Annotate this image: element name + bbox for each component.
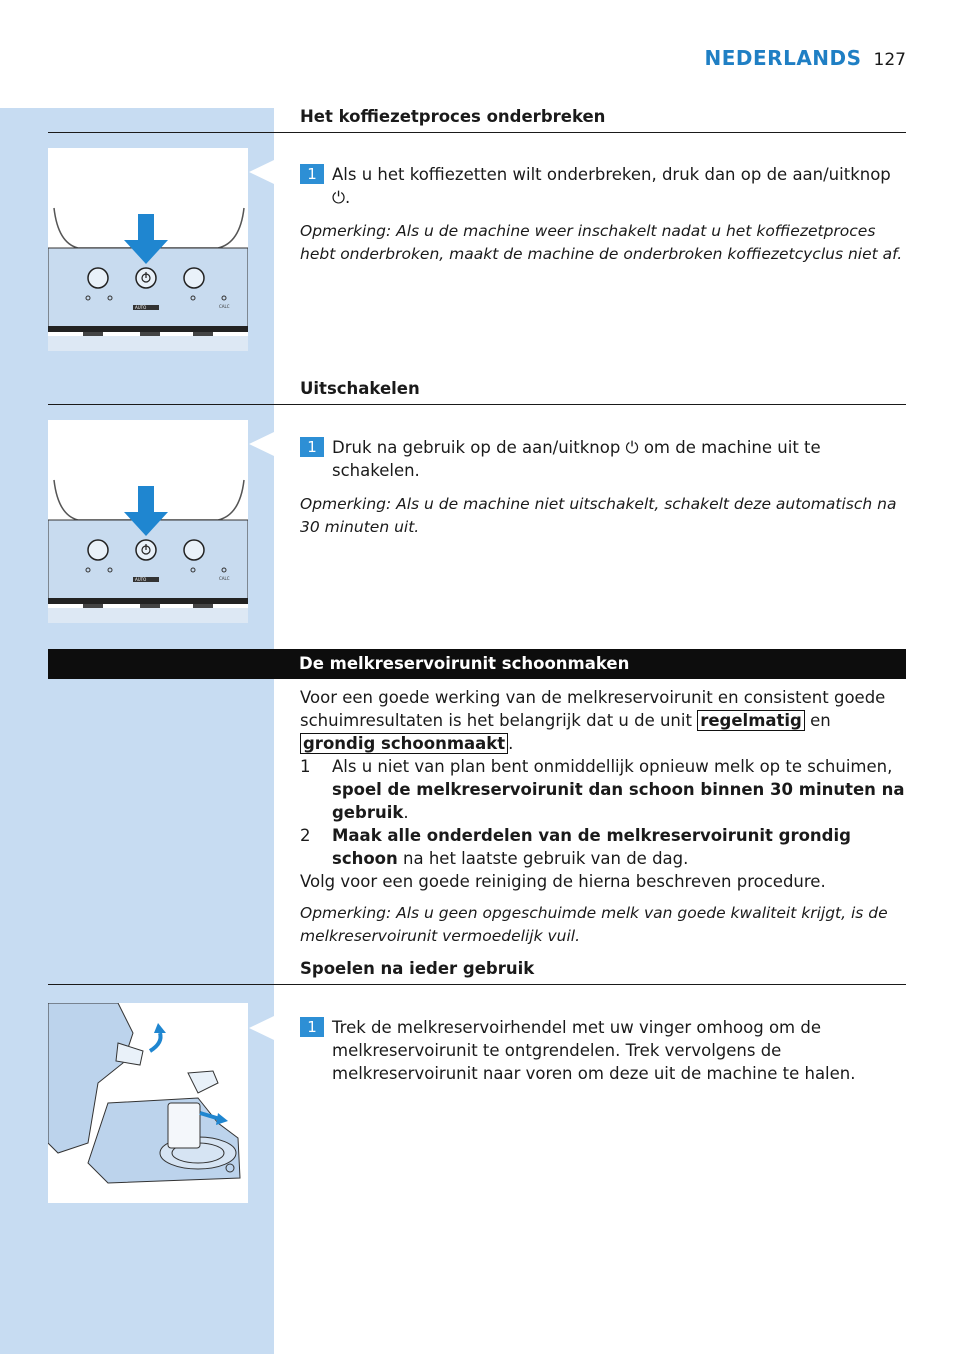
figure-pointer bbox=[249, 432, 274, 456]
list-text: na het laatste gebruik van de dag. bbox=[397, 849, 689, 868]
figure-control-panel-2 bbox=[48, 420, 248, 623]
step-number-badge: 1 bbox=[300, 1017, 324, 1037]
figure-milk-unit-removal bbox=[48, 1003, 248, 1203]
list-bold-text: spoel de melkreservoirunit dan schoon binnen 30 minuten na gebruik bbox=[332, 780, 905, 822]
note-switch-off: Opmerking: Als u de machine niet uitschakelt, schakelt deze automatisch na 30 minuten uit. bbox=[300, 495, 897, 536]
page-number: 127 bbox=[873, 50, 906, 70]
section-title-switch-off: Uitschakelen bbox=[300, 379, 420, 398]
list-text: . bbox=[403, 803, 409, 822]
step-text: Trek de melkreservoirhendel met uw vinger omhoog om de melkreservoirunit te ontgrendelen. Trek vervolgens de melkreservoirunit naar voren om deze uit de machine te halen. bbox=[332, 1018, 856, 1083]
milk-unit-removal-illustration bbox=[48, 1003, 248, 1203]
list-bold-text: Maak alle onderdelen van de melkreservoirunit grondig schoon bbox=[332, 826, 851, 868]
milk-clean-follow: Volg voor een goede reiniging de hierna beschreven procedure. bbox=[300, 872, 826, 891]
list-item bbox=[300, 755, 906, 824]
step-text: Druk na gebruik op de aan/uitknop ⏻ om de machine uit te schakelen. bbox=[332, 438, 821, 480]
aroma-label: AUTO bbox=[135, 577, 147, 582]
section-rule bbox=[48, 132, 906, 133]
section-rule bbox=[48, 404, 906, 405]
milk-clean-list bbox=[300, 755, 906, 870]
section-bar-milk-clean bbox=[48, 649, 906, 679]
intro-text: . bbox=[508, 734, 514, 753]
section-title-milk-clean: De melkreservoirunit schoonmaken bbox=[299, 654, 630, 673]
step-switch-off bbox=[300, 436, 906, 482]
milk-clean-intro bbox=[300, 686, 906, 755]
language-label: NEDERLANDS bbox=[704, 46, 862, 70]
intro-text: en bbox=[804, 711, 831, 730]
step-rinse bbox=[300, 1016, 906, 1085]
section-title-interrupt: Het koffiezetproces onderbreken bbox=[300, 107, 606, 126]
figure-pointer bbox=[249, 1016, 274, 1040]
list-item bbox=[300, 824, 906, 870]
step-text: Als u het koffiezetten wilt onderbreken, druk dan op de aan/uitknop ⏻. bbox=[332, 165, 891, 207]
list-number: 2 bbox=[300, 826, 311, 845]
figure-control-panel-1 bbox=[48, 148, 248, 351]
list-text: Als u niet van plan bent onmiddellijk opnieuw melk op te schuimen, bbox=[332, 757, 893, 776]
figure-pointer bbox=[249, 160, 274, 184]
calc-label: CALC bbox=[219, 576, 230, 581]
section-rule bbox=[48, 984, 906, 985]
note-interrupt: Opmerking: Als u de machine weer inschakelt nadat u het koffiezetproces hebt onderbroken, maakt de machine de onderbroken koffiezetcyclus niet af. bbox=[300, 222, 903, 263]
machine-control-panel-illustration bbox=[48, 420, 248, 623]
page-header bbox=[705, 46, 906, 70]
intro-text: Voor een goede werking van de melkreservoirunit en consistent goede schuimresultaten is het belangrijk dat u de unit bbox=[300, 688, 886, 730]
milk-clean-body bbox=[300, 686, 906, 893]
highlight-regelmatig: regelmatig bbox=[697, 710, 805, 731]
calc-label: CALC bbox=[219, 304, 230, 309]
machine-control-panel-illustration bbox=[48, 148, 248, 351]
step-interrupt bbox=[300, 163, 906, 209]
highlight-grondig: grondig schoonmaakt bbox=[300, 733, 508, 754]
aroma-label: AUTO bbox=[135, 305, 147, 310]
list-number: 1 bbox=[300, 757, 311, 776]
note-milk-clean: Opmerking: Als u geen opgeschuimde melk van goede kwaliteit krijgt, is de melkreservoirunit vermoedelijk vuil. bbox=[300, 904, 888, 945]
step-number-badge: 1 bbox=[300, 164, 324, 184]
step-number-badge: 1 bbox=[300, 437, 324, 457]
section-title-rinse: Spoelen na ieder gebruik bbox=[300, 959, 535, 978]
